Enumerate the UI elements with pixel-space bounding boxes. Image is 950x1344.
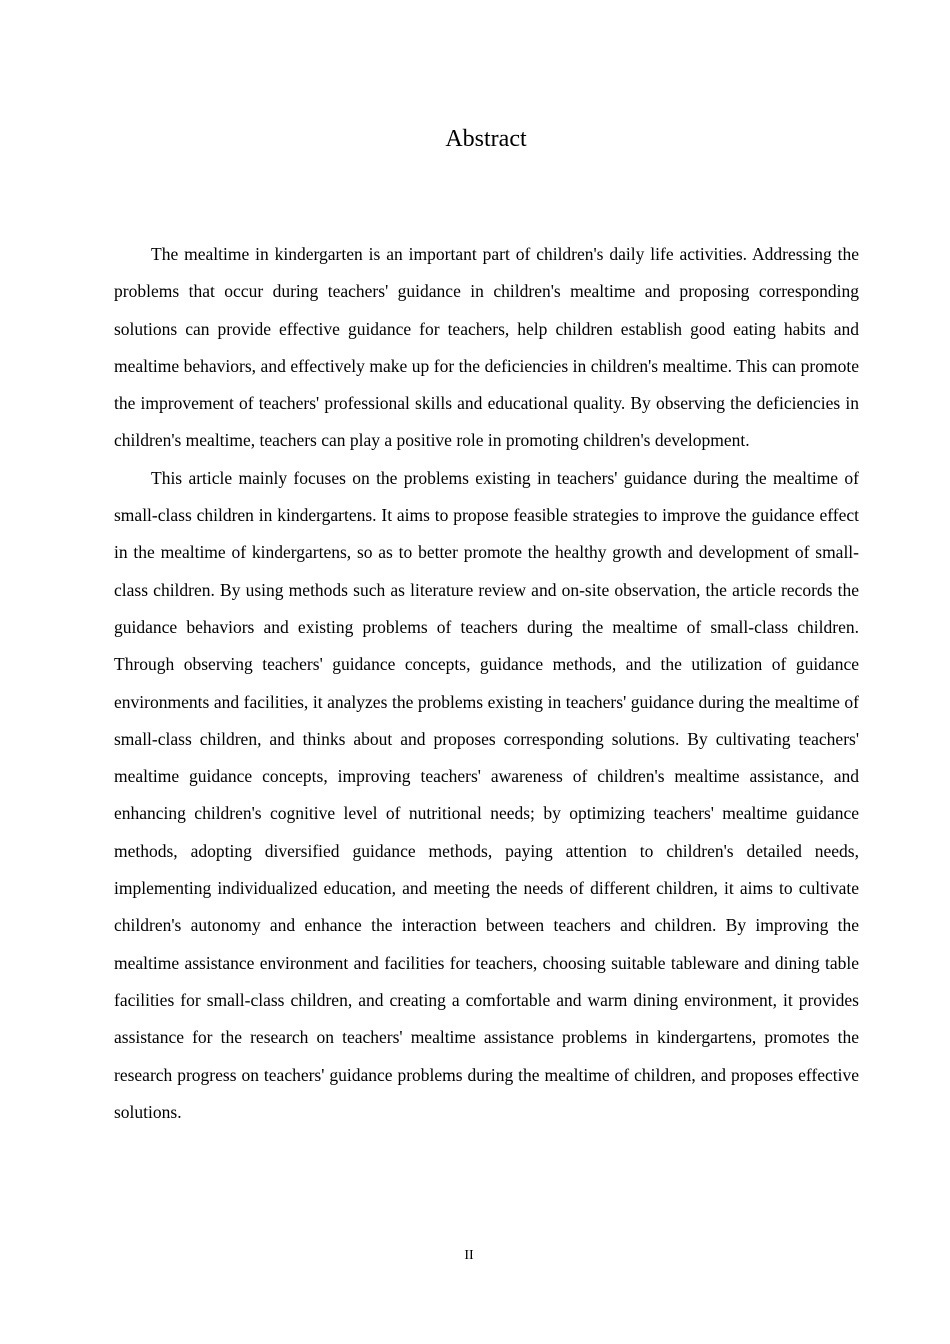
abstract-paragraph-2: This article mainly focuses on the problems existing in teachers' guidance during the mealtime of small-class children in kindergartens. It aims to propose feasible strategies to improve the guidance effect in the mealtime of kindergartens, so as to better promote the healthy growth and development of small-class children. By using methods such as literature review and on-site observation, the article records the guidance behaviors and existing problems of teachers during the mealtime of small-class children. Through observing teachers' guidance concepts, guidance methods, and the utilization of guidance environments and facilities, it analyzes the problems existing in teachers' guidance during the mealtime of small-class children, and thinks about and proposes corresponding solutions. By cultivating teachers' mealtime guidance concepts, improving teachers' awareness of children's mealtime assistance, and enhancing children's cognitive level of nutritional needs; by optimizing teachers' mealtime guidance methods, adopting diversified guidance methods, paying attention to children's detailed needs, implementing individualized education, and meeting the needs of different children, it aims to cultivate children's autonomy and enhance the interaction between teachers and children. By improving the mealtime assistance environment and facilities for teachers, choosing suitable tableware and dining table facilities for small-class children, and creating a comfortable and warm dining environment, it provides assistance for the research on teachers' mealtime assistance problems in kindergartens, promotes the research progress on teachers' guidance problems during the mealtime of children, and proposes effective solutions. xyxy=(114,467,859,1122)
page-title: Abstract xyxy=(445,126,527,152)
page-number: II xyxy=(464,1248,474,1263)
abstract-body xyxy=(114,236,859,1131)
abstract-paragraph-1: The mealtime in kindergarten is an important part of children's daily life activities. Addressing the problems that occur during teachers' guidance in children's mealtime and proposing corresponding solutions can provide effective guidance for teachers, help children establish good eating habits and mealtime behaviors, and effectively make up for the deficiencies in children's mealtime. This can promote the improvement of teachers' professional skills and educational quality. By observing the deficiencies in children's mealtime, teachers can play a positive role in promoting children's development. xyxy=(114,244,859,451)
